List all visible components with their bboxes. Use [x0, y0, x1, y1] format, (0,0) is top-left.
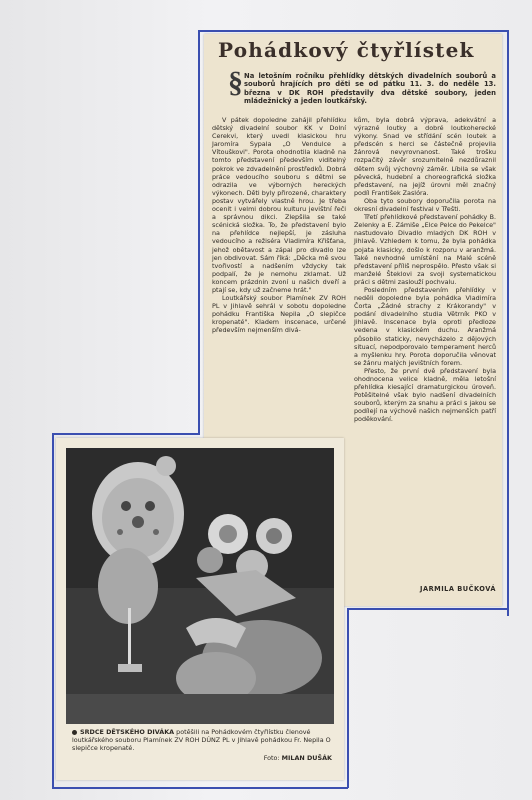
photo-credit-name: MILAN DUŠÁK	[281, 753, 332, 762]
frame-line-step	[347, 608, 508, 610]
article-title: Pohádkový čtyřlístek	[218, 38, 475, 62]
frame-line-right	[507, 30, 509, 616]
frame-line-left-lower	[52, 433, 54, 788]
photo-credit	[72, 754, 332, 762]
frame-line-top	[198, 30, 508, 32]
paragraph: Posledním představením přehlídky v neděli dopoledne byla pohádka Vladimíra Čorta „Žádné strachy z Krákorandy" v podání divadelního studia Větrník PKO v Jihlavě. Inscenace byla oproti předloze vedena v klasickém duchu. Aranžmá působilo staticky, nevycházelo z dějových situací, nepodporovalo temperament herců a myšlenku hry. Porota doporučila věnovat se žánru malých jevištních forem.	[354, 285, 496, 367]
frame-line-mid	[52, 433, 200, 435]
frame-line-left-upper	[198, 30, 200, 434]
puppet-photo	[66, 448, 334, 724]
paragraph: Oba tyto soubory doporučila porota na okresní divadelní festival v Třešti.	[354, 196, 496, 214]
frame-line-bottom	[52, 787, 348, 789]
paragraph: kům, byla dobrá výprava, adekvátní a výrazné loutky a dobré loutkoherecké výkony. Snad ve střídání scén loutek a předscén s herci se částečně projevila žánrová nevyrovnanost. Také trošku rozpačitý závěr srozumitelně nezdůraznil dětem svůj výchovný záměr. Líbila se však pěvecká, hudební a choreografická složka představení, na jejíž úrovni měl značný podíl František Zaslóra.	[354, 116, 496, 197]
article-lead: Na letošním ročníku přehlídky dětských divadelních souborů a souborů hrajících pro děti se od pátku 11. 3. do neděle 13. března v DK ROH představily dva dětské soubory, jeden mládežnický a jeden loutkářský.	[244, 72, 496, 106]
frame-line-photo-right	[347, 608, 349, 788]
lead-ornament: §	[228, 66, 243, 99]
paragraph: Loutkářský soubor Plamínek ZV ROH PL v Jihlavě sehrál v sobotu dopoledne pohádku Františka Nepila „O slepičce kropenaté". Kladem inscenace, určené především nejmenším divá-	[212, 294, 346, 335]
paragraph: V pátek dopoledne zahájil přehlídku dětský divadelní soubor KK v Dolní Cerekvi, který uvedl klasickou hru Jaromíra Sypala „O Vendulce a Vítouškovi". Porota ohodnotila kladně na tomto představení především viditelný pokrok ve zdvadelnění prostředků. Dobrá práce vedoucího souboru s dětmi se odrazila ve výborných hereckých výkonech. Děti byly přirozené, charaktery postav vytvářely vlastně hrou. Je třeba ocenit i velmi dobrou kulturu jevištní řeči a správnou dikci. Zlepšila se také scénická složka. To, že představení bylo na přehlídce nejlepší, je zásluha vedoucího a režiséra Vladimíra Křišťana, jehož obětavost a zápal pro divadlo lze jen obdivovat. Sám říká: „Děcka mě svou tvořivostí a nadšením vždycky tak podpalí, že je nemohu zklamat. Už koncem prázdnin zvoní u našich dveří a ptají se, kdy už začneme hrát."	[212, 116, 346, 294]
article-column-left	[212, 116, 346, 335]
paragraph: Přesto, že první dvě představení byla ohodnocena velice kladně, měla letošní přehlídka kiesající dramaturgickou úroveň. Potěšitelné však bylo nadšení divadelních souborů, kterým za snahu a práci s jakou se podílejí na výchově našich nejmenších patří poděkování.	[354, 366, 496, 424]
puppet-photo-image	[66, 448, 334, 724]
paragraph: Třetí přehlídkové představení pohádky B. Zelenky a E. Zámiše „Elce Pelce do Pekelce" nastudovalo Divadlo mladých DK ROH v Jihlavě. Vzhledem k tomu, že byla pohádka pojata klasicky, došlo k rozporu v aranžmá. Také nevhodné umístění na Malé scéně představení příliš neprospělo. Přesto však si manželé Šteklovi za svoji systematickou práci s dětmi zaslouží pochvalu.	[354, 213, 496, 286]
article-column-right	[354, 116, 496, 424]
caption-lead: SRDCE DĚTSKÉHO DIVÁKA	[80, 728, 175, 736]
article-author: JARMILA BUČKOVÁ	[420, 585, 496, 593]
bullet-icon	[72, 730, 77, 735]
photo-caption	[72, 728, 332, 762]
caption-text: potěšili na Pohádkovém čtyřlístku členové loutkářského souboru Plamínek ZV ROH DÚNZ PL v Jihlavě pohádkou Fr. Nepila O slepičce kropenaté.	[72, 728, 331, 753]
photo-credit-label: Foto:	[263, 753, 280, 762]
